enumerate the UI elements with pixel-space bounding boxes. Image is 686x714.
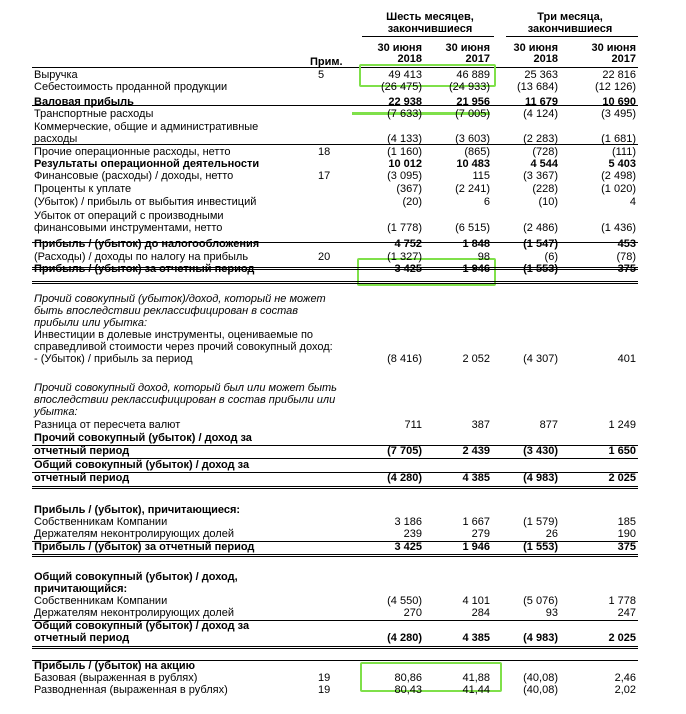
row-value-col2: 4 385	[462, 632, 490, 644]
header-rule-six-months	[362, 36, 494, 37]
row-value-col1: (1 327)	[387, 251, 422, 263]
row-value-col3: 11 679	[524, 96, 558, 108]
row-value-col2: 1 946	[462, 541, 490, 553]
row-label: Прибыль / (убыток), причитающиеся:	[34, 504, 241, 516]
row-value-col4: (1 681)	[601, 133, 636, 145]
row-label: Прочие операционные расходы, нетто	[34, 146, 231, 158]
row-value-col3: 26	[545, 528, 558, 540]
row-value-col3: (228)	[532, 183, 558, 195]
row-note: 19	[318, 672, 331, 684]
row-value-col1: (1 778)	[387, 222, 422, 234]
row-label: быть впоследствии реклассифицирован в состав	[34, 305, 299, 317]
row-label: Убыток от операций с производными	[34, 210, 224, 222]
header-rule-three-months	[506, 36, 638, 37]
table-rule	[32, 283, 638, 284]
row-value-col2: 21 956	[456, 96, 490, 108]
row-value-col1: (26 475)	[381, 81, 422, 93]
row-label: (Расходы) / доходы по налогу на прибыль	[34, 251, 249, 263]
row-label: Базовая (выраженная в рублях)	[34, 672, 198, 684]
row-value-col4: 4	[629, 196, 636, 208]
row-value-col1: (7 633)	[387, 108, 422, 120]
row-value-col4: 1 778	[608, 595, 636, 607]
row-value-col4: 1 249	[608, 419, 636, 431]
row-note: 19	[318, 684, 331, 696]
row-label: Финансовые (расходы) / доходы, нетто	[34, 170, 234, 182]
row-label: прибыли или убытка:	[34, 317, 147, 329]
table-rule	[32, 488, 638, 489]
row-label: впоследствии реклассифицирован в состав прибыли или	[34, 394, 336, 406]
row-label: Результаты операционной деятельности	[34, 158, 260, 170]
row-value-col3: (10)	[538, 196, 558, 208]
table-rule	[32, 620, 638, 621]
row-value-col3: 93	[545, 607, 558, 619]
row-label: (Убыток) / прибыль от выбытия инвестиций	[34, 196, 257, 208]
row-value-col1: 3 186	[394, 516, 422, 528]
row-value-col4: 2,46	[614, 672, 636, 684]
row-value-col4: 2 025	[608, 632, 636, 644]
row-label: Транспортные расходы	[34, 108, 154, 120]
row-value-col2: 284	[471, 607, 490, 619]
row-label: Прибыль / (убыток) за отчетный период	[34, 541, 255, 553]
row-value-col4: 401	[617, 353, 636, 365]
row-label: Разводненная (выраженная в рублях)	[34, 684, 228, 696]
row-value-col3: (3 367)	[523, 170, 558, 182]
row-value-col3: (3 430)	[523, 445, 558, 457]
row-value-col2: 4 101	[462, 595, 490, 607]
row-label: Инвестиции в долевые инструменты, оцениваемые по	[34, 329, 314, 341]
row-value-col1: 80,86	[394, 672, 422, 684]
row-value-col1: 10 012	[388, 158, 422, 170]
table-rule	[32, 648, 638, 649]
row-value-col1: (1 160)	[387, 146, 422, 158]
row-label: Общий совокупный (убыток) / доход за	[34, 459, 250, 471]
row-value-col1: (4 280)	[387, 632, 422, 644]
header-year-col3: 2018	[533, 53, 558, 65]
row-value-col4: (12 126)	[595, 81, 636, 93]
row-value-col4: (1 436)	[601, 222, 636, 234]
row-value-col1: (8 416)	[387, 353, 422, 365]
table-rule	[32, 541, 638, 542]
row-label: Прочий совокупный (убыток)/доход, который не может	[34, 293, 326, 305]
row-value-col4: 375	[617, 263, 636, 275]
row-value-col2: 1 946	[462, 263, 490, 275]
row-value-col2: 98	[477, 251, 490, 263]
row-label: Валовая прибыль	[34, 96, 134, 108]
row-value-col2: 10 483	[456, 158, 490, 170]
header-date-col3: 30 июня	[513, 42, 558, 54]
row-value-col4: 375	[617, 541, 636, 553]
row-label: отчетный период	[34, 445, 130, 457]
row-value-col4: 190	[617, 528, 636, 540]
row-value-col3: (1 553)	[523, 263, 558, 275]
row-label: Разница от пересчета валют	[34, 419, 181, 431]
row-value-col1: (7 705)	[387, 445, 422, 457]
row-value-col3: (4 124)	[523, 108, 558, 120]
row-value-col1: (367)	[396, 183, 422, 195]
row-value-col3: (4 983)	[523, 472, 558, 484]
row-value-col3: (40,08)	[523, 684, 558, 696]
table-rule	[32, 458, 638, 459]
row-label: Прибыль / (убыток) на акцию	[34, 660, 196, 672]
row-value-col4: 1 650	[608, 445, 636, 457]
header-date-col1: 30 июня	[377, 42, 422, 54]
row-value-col3: (1 579)	[523, 516, 558, 528]
row-note: 18	[318, 146, 331, 158]
row-value-col1: 80,43	[394, 684, 422, 696]
row-value-col2: 387	[471, 419, 490, 431]
row-value-col4: 10 690	[602, 96, 636, 108]
row-value-col3: (4 983)	[523, 632, 558, 644]
table-rule	[32, 269, 638, 270]
row-value-col1: (20)	[402, 196, 422, 208]
row-value-col2: 41,44	[462, 684, 490, 696]
row-label: справедливой стоимости через прочий совокупный доход:	[34, 341, 333, 353]
row-value-col2: 1 667	[462, 516, 490, 528]
row-value-col3: (5 076)	[523, 595, 558, 607]
table-rule	[32, 242, 638, 243]
row-label: Прочий совокупный доход, который был или может быть	[34, 382, 337, 394]
row-value-col3: (2 283)	[523, 133, 558, 145]
row-value-col2: (6 515)	[455, 222, 490, 234]
row-label: Прибыль / (убыток) до налогообложения	[34, 238, 260, 250]
table-rule	[32, 472, 638, 473]
row-value-col1: (4 280)	[387, 472, 422, 484]
row-value-col1: (3 095)	[387, 170, 422, 182]
table-rule	[32, 105, 638, 106]
row-value-col2: 2 052	[462, 353, 490, 365]
row-value-col1: 4 752	[394, 238, 422, 250]
row-value-col4: 2 025	[608, 472, 636, 484]
row-value-col2: (3 603)	[455, 133, 490, 145]
row-label: Собственникам Компании	[34, 595, 168, 607]
row-value-col2: 1 848	[462, 238, 490, 250]
row-label: Прочий совокупный (убыток) / доход за	[34, 432, 252, 444]
table-rule	[32, 267, 638, 268]
row-label: Проценты к уплате	[34, 183, 132, 195]
row-value-col3: (40,08)	[523, 672, 558, 684]
table-rule	[32, 646, 638, 647]
row-value-col1: (4 550)	[387, 595, 422, 607]
table-rule	[32, 660, 638, 661]
row-value-col3: (4 307)	[523, 353, 558, 365]
row-value-col4: 453	[617, 238, 636, 250]
table-rule	[32, 556, 638, 557]
row-value-col3: 4 544	[530, 158, 558, 170]
row-label: Себестоимость проданной продукции	[34, 81, 228, 93]
row-value-col1: 49 413	[388, 69, 422, 81]
row-note: 5	[318, 69, 325, 81]
row-value-col4: 185	[617, 516, 636, 528]
row-label: отчетный период	[34, 472, 130, 484]
row-value-col2: 2 439	[462, 445, 490, 457]
row-value-col4: (3 495)	[601, 108, 636, 120]
row-value-col1: 711	[404, 419, 422, 431]
row-value-col4: (78)	[616, 251, 636, 263]
row-value-col4: (1 020)	[601, 183, 636, 195]
row-value-col2: 115	[472, 170, 490, 182]
row-label: Собственникам Компании	[34, 516, 168, 528]
row-label: Выручка	[34, 69, 78, 81]
row-label: Прибыль / (убыток) за отчетный период	[34, 263, 255, 275]
header-year-col2: 2017	[465, 53, 490, 65]
row-value-col3: (2 486)	[523, 222, 558, 234]
row-label: отчетный период	[34, 632, 130, 644]
header-bottom-rule	[32, 67, 638, 68]
table-rule	[32, 486, 638, 487]
row-label: - (Убыток) / прибыль за период	[34, 353, 193, 365]
row-value-col2: 4 385	[462, 472, 490, 484]
row-value-col2: 46 889	[456, 69, 490, 81]
row-value-col4: 5 403	[608, 158, 636, 170]
row-value-col2: (24 933)	[449, 81, 490, 93]
header-three-months-line2: закончившиеся	[527, 23, 613, 35]
row-value-col4: 247	[617, 607, 636, 619]
header-year-col1: 2018	[397, 53, 422, 65]
row-note: 17	[318, 170, 331, 182]
header-note: Прим.	[310, 56, 343, 68]
row-note: 20	[318, 251, 331, 263]
row-label: Держателям неконтролирующих долей	[34, 528, 234, 540]
row-value-col3: (1 553)	[523, 541, 558, 553]
row-value-col2: (2 241)	[455, 183, 490, 195]
row-value-col2: 41,88	[462, 672, 490, 684]
row-value-col1: 3 425	[394, 263, 422, 275]
header-date-col2: 30 июня	[445, 42, 490, 54]
row-value-col2: (7 005)	[455, 108, 490, 120]
header-date-col4: 30 июня	[591, 42, 636, 54]
row-label: Общий совокупный (убыток) / доход,	[34, 571, 238, 583]
row-label: причитающийся:	[34, 583, 128, 595]
row-value-col2: 279	[471, 528, 490, 540]
row-value-col4: (2 498)	[601, 170, 636, 182]
row-label: убытка:	[34, 406, 78, 418]
row-label: Общий совокупный (убыток) / доход за	[34, 620, 250, 632]
row-value-col1: (4 133)	[387, 133, 422, 145]
table-rule	[32, 281, 638, 282]
row-value-col1: 239	[403, 528, 422, 540]
row-value-col3: (6)	[544, 251, 558, 263]
header-six-months-line1: Шесть месяцев,	[386, 11, 474, 23]
row-value-col4: 22 816	[602, 69, 636, 81]
row-value-col1: 22 938	[388, 96, 422, 108]
row-value-col2: 6	[483, 196, 490, 208]
row-value-col2: (865)	[464, 146, 490, 158]
table-rule	[32, 445, 638, 446]
row-label: Держателям неконтролирующих долей	[34, 607, 234, 619]
header-year-col4: 2017	[611, 53, 636, 65]
row-value-col3: 25 363	[524, 69, 558, 81]
row-value-col1: 270	[403, 607, 422, 619]
table-rule	[32, 554, 638, 555]
row-value-col3: (13 684)	[517, 81, 558, 93]
table-rule	[32, 144, 638, 145]
row-value-col3: (728)	[532, 146, 558, 158]
row-value-col1: 3 425	[394, 541, 422, 553]
header-three-months-line1: Три месяца,	[537, 11, 603, 23]
row-value-col4: (111)	[611, 146, 636, 158]
row-value-col4: 2,02	[614, 684, 636, 696]
row-value-col3: 877	[539, 419, 558, 431]
row-label: расходы	[34, 133, 78, 145]
header-six-months-line2: закончившиеся	[387, 23, 473, 35]
row-value-col3: (1 547)	[523, 238, 558, 250]
row-label: Коммерческие, общие и административные	[34, 121, 259, 133]
row-label: финансовыми инструментами, нетто	[34, 222, 223, 234]
